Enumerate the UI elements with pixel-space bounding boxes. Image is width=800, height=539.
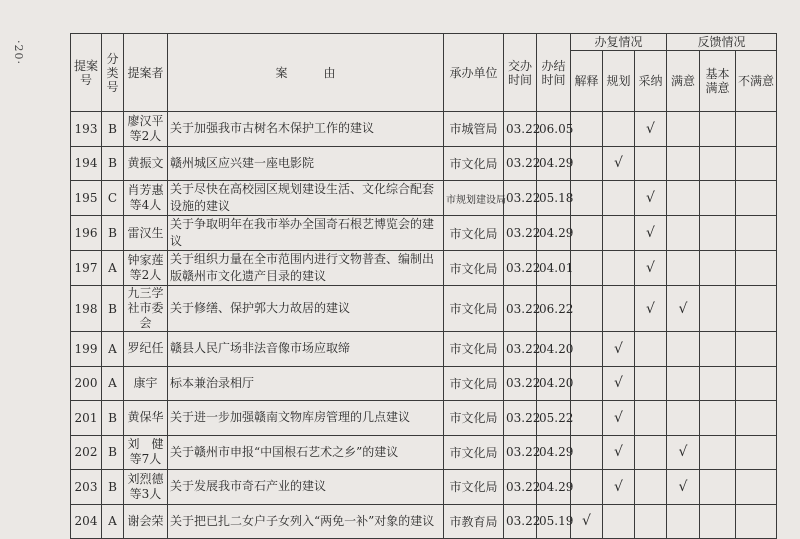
cell-unsatisfied — [736, 181, 777, 216]
cell-unit: 市文化局 — [444, 146, 504, 181]
cell-unsatisfied — [736, 504, 777, 539]
cell-explain: √ — [571, 504, 603, 539]
cell-plan — [603, 286, 635, 332]
cell-category: A — [102, 366, 124, 401]
cell-adopt — [635, 401, 667, 436]
cell-unit: 市教育局 — [444, 504, 504, 539]
cell-id: 197 — [71, 251, 102, 286]
cell-adopt: √ — [635, 112, 667, 147]
cell-finish-time: 06.05 — [537, 112, 571, 147]
cell-unsatisfied — [736, 112, 777, 147]
cell-submit-time: 03.22 — [504, 181, 537, 216]
cell-explain — [571, 112, 603, 147]
cell-subject: 关于把已扎二女户子女列入“两免一补”对象的建议 — [168, 504, 444, 539]
cell-explain — [571, 401, 603, 436]
cell-adopt — [635, 366, 667, 401]
cell-plan — [603, 112, 635, 147]
cell-unsatisfied — [736, 251, 777, 286]
cell-explain — [571, 146, 603, 181]
cell-category: B — [102, 470, 124, 505]
cell-unit: 市规划建设局 — [444, 181, 504, 216]
cell-subject: 关于发展我市奇石产业的建议 — [168, 470, 444, 505]
cell-explain — [571, 251, 603, 286]
header-unsatisfied: 不满意 — [736, 51, 777, 112]
cell-proposer: 罗纪任 — [124, 332, 168, 367]
table-row — [71, 435, 777, 470]
cell-submit-time: 03.22 — [504, 251, 537, 286]
header-submit-time: 交办时间 — [504, 34, 537, 112]
table-row — [71, 216, 777, 251]
cell-adopt: √ — [635, 181, 667, 216]
header-adopt: 采纳 — [635, 51, 667, 112]
cell-proposer: 黄保华 — [124, 401, 168, 436]
cell-id: 201 — [71, 401, 102, 436]
cell-finish-time: 04.20 — [537, 366, 571, 401]
cell-proposer: 廖汉平等2人 — [124, 112, 168, 147]
cell-finish-time: 04.20 — [537, 332, 571, 367]
table-row — [71, 146, 777, 181]
cell-basic-satisfied — [700, 286, 736, 332]
cell-explain — [571, 216, 603, 251]
table-row — [71, 470, 777, 505]
cell-subject: 关于赣州市申报“中国根石艺术之乡”的建议 — [168, 435, 444, 470]
cell-category: A — [102, 251, 124, 286]
cell-basic-satisfied — [700, 470, 736, 505]
cell-unit: 市文化局 — [444, 366, 504, 401]
cell-proposer: 康宇 — [124, 366, 168, 401]
cell-category: A — [102, 332, 124, 367]
cell-basic-satisfied — [700, 251, 736, 286]
header-category: 分类号 — [102, 34, 124, 112]
cell-satisfied — [667, 401, 700, 436]
cell-satisfied — [667, 216, 700, 251]
cell-proposer: 黄振文 — [124, 146, 168, 181]
cell-plan: √ — [603, 435, 635, 470]
cell-satisfied: √ — [667, 435, 700, 470]
cell-submit-time: 03.22 — [504, 435, 537, 470]
cell-unit: 市文化局 — [444, 251, 504, 286]
cell-id: 199 — [71, 332, 102, 367]
cell-submit-time: 03.22 — [504, 286, 537, 332]
cell-adopt — [635, 146, 667, 181]
cell-plan — [603, 216, 635, 251]
cell-unsatisfied — [736, 435, 777, 470]
cell-submit-time: 03.22 — [504, 112, 537, 147]
proposal-table-container — [70, 33, 776, 539]
cell-category: B — [102, 112, 124, 147]
cell-proposer: 肖芳惠等4人 — [124, 181, 168, 216]
proposal-table — [70, 33, 777, 539]
cell-id: 198 — [71, 286, 102, 332]
cell-satisfied — [667, 181, 700, 216]
cell-plan — [603, 181, 635, 216]
cell-category: B — [102, 216, 124, 251]
cell-proposer: 九三学社市委会 — [124, 286, 168, 332]
cell-adopt — [635, 470, 667, 505]
cell-plan: √ — [603, 366, 635, 401]
table-row — [71, 401, 777, 436]
cell-basic-satisfied — [700, 435, 736, 470]
cell-basic-satisfied — [700, 366, 736, 401]
cell-explain — [571, 286, 603, 332]
cell-unsatisfied — [736, 146, 777, 181]
cell-finish-time: 05.19 — [537, 504, 571, 539]
cell-basic-satisfied — [700, 332, 736, 367]
cell-satisfied: √ — [667, 286, 700, 332]
cell-id: 203 — [71, 470, 102, 505]
cell-satisfied — [667, 146, 700, 181]
cell-submit-time: 03.22 — [504, 470, 537, 505]
cell-subject: 关于进一步加强赣南文物库房管理的几点建议 — [168, 401, 444, 436]
cell-submit-time: 03.22 — [504, 504, 537, 539]
cell-category: B — [102, 286, 124, 332]
header-plan: 规划 — [603, 51, 635, 112]
table-body — [71, 112, 777, 539]
cell-unit: 市文化局 — [444, 216, 504, 251]
cell-adopt: √ — [635, 286, 667, 332]
cell-subject: 关于加强我市古树名木保护工作的建议 — [168, 112, 444, 147]
cell-finish-time: 04.01 — [537, 251, 571, 286]
header-explain: 解释 — [571, 51, 603, 112]
cell-subject: 关于尽快在高校园区规划建设生活、文化综合配套设施的建议 — [168, 181, 444, 216]
table-row — [71, 181, 777, 216]
cell-submit-time: 03.22 — [504, 401, 537, 436]
cell-id: 196 — [71, 216, 102, 251]
header-unit: 承办单位 — [444, 34, 504, 112]
cell-unit: 市文化局 — [444, 401, 504, 436]
cell-category: A — [102, 504, 124, 539]
cell-unit: 市文化局 — [444, 286, 504, 332]
cell-basic-satisfied — [700, 181, 736, 216]
cell-explain — [571, 332, 603, 367]
cell-unsatisfied — [736, 332, 777, 367]
cell-plan: √ — [603, 401, 635, 436]
cell-satisfied — [667, 504, 700, 539]
cell-unsatisfied — [736, 470, 777, 505]
cell-explain — [571, 470, 603, 505]
header-satisfied: 满意 — [667, 51, 700, 112]
cell-category: B — [102, 146, 124, 181]
cell-explain — [571, 435, 603, 470]
cell-finish-time: 04.29 — [537, 470, 571, 505]
cell-category: B — [102, 401, 124, 436]
cell-finish-time: 04.29 — [537, 146, 571, 181]
cell-id: 200 — [71, 366, 102, 401]
cell-subject: 标本兼治录相厅 — [168, 366, 444, 401]
cell-explain — [571, 181, 603, 216]
cell-finish-time: 04.29 — [537, 216, 571, 251]
cell-basic-satisfied — [700, 401, 736, 436]
cell-proposer: 刘 健等7人 — [124, 435, 168, 470]
cell-adopt: √ — [635, 216, 667, 251]
cell-basic-satisfied — [700, 112, 736, 147]
cell-plan: √ — [603, 332, 635, 367]
table-row — [71, 112, 777, 147]
header-handling-group: 办复情况 — [571, 34, 667, 51]
cell-category: C — [102, 181, 124, 216]
cell-explain — [571, 366, 603, 401]
header-id: 提案号 — [71, 34, 102, 112]
cell-satisfied — [667, 251, 700, 286]
cell-proposer: 雷汉生 — [124, 216, 168, 251]
table-row — [71, 286, 777, 332]
cell-submit-time: 03.22 — [504, 366, 537, 401]
cell-unit: 市城管局 — [444, 112, 504, 147]
cell-basic-satisfied — [700, 504, 736, 539]
header-basic-satisfied: 基本满意 — [700, 51, 736, 112]
cell-satisfied: √ — [667, 470, 700, 505]
cell-submit-time: 03.22 — [504, 216, 537, 251]
cell-id: 204 — [71, 504, 102, 539]
header-feedback-group: 反馈情况 — [667, 34, 777, 51]
cell-unsatisfied — [736, 216, 777, 251]
cell-id: 195 — [71, 181, 102, 216]
cell-plan — [603, 251, 635, 286]
cell-satisfied — [667, 112, 700, 147]
cell-finish-time: 05.22 — [537, 401, 571, 436]
cell-unit: 市文化局 — [444, 435, 504, 470]
cell-finish-time: 04.29 — [537, 435, 571, 470]
cell-submit-time: 03.22 — [504, 146, 537, 181]
cell-unsatisfied — [736, 286, 777, 332]
cell-adopt — [635, 504, 667, 539]
cell-subject: 关于组织力量在全市范围内进行文物普查、编制出版赣州市文化遗产目录的建议 — [168, 251, 444, 286]
cell-satisfied — [667, 332, 700, 367]
cell-plan: √ — [603, 470, 635, 505]
cell-category: B — [102, 435, 124, 470]
header-proposer: 提案者 — [124, 34, 168, 112]
cell-finish-time: 05.18 — [537, 181, 571, 216]
table-row — [71, 504, 777, 539]
header-subject: 案 由 — [168, 34, 444, 112]
cell-subject: 关于争取明年在我市举办全国奇石根艺博览会的建议 — [168, 216, 444, 251]
table-header — [71, 34, 777, 112]
cell-plan — [603, 504, 635, 539]
cell-id: 202 — [71, 435, 102, 470]
cell-id: 194 — [71, 146, 102, 181]
cell-subject: 赣州城区应兴建一座电影院 — [168, 146, 444, 181]
cell-unit: 市文化局 — [444, 470, 504, 505]
cell-subject: 关于修缮、保护郭大力故居的建议 — [168, 286, 444, 332]
cell-finish-time: 06.22 — [537, 286, 571, 332]
cell-id: 193 — [71, 112, 102, 147]
cell-unsatisfied — [736, 366, 777, 401]
cell-basic-satisfied — [700, 216, 736, 251]
cell-plan: √ — [603, 146, 635, 181]
cell-basic-satisfied — [700, 146, 736, 181]
cell-adopt — [635, 332, 667, 367]
table-row — [71, 251, 777, 286]
cell-unit: 市文化局 — [444, 332, 504, 367]
table-row — [71, 332, 777, 367]
cell-satisfied — [667, 366, 700, 401]
header-finish-time: 办结时间 — [537, 34, 571, 112]
page-number: ·20· — [12, 40, 25, 65]
cell-proposer: 谢会荣 — [124, 504, 168, 539]
cell-proposer: 刘烈德等3人 — [124, 470, 168, 505]
cell-subject: 赣县人民广场非法音像市场应取缔 — [168, 332, 444, 367]
table-row — [71, 366, 777, 401]
cell-proposer: 钟家莲等2人 — [124, 251, 168, 286]
cell-adopt: √ — [635, 251, 667, 286]
cell-adopt — [635, 435, 667, 470]
cell-submit-time: 03.22 — [504, 332, 537, 367]
cell-unsatisfied — [736, 401, 777, 436]
